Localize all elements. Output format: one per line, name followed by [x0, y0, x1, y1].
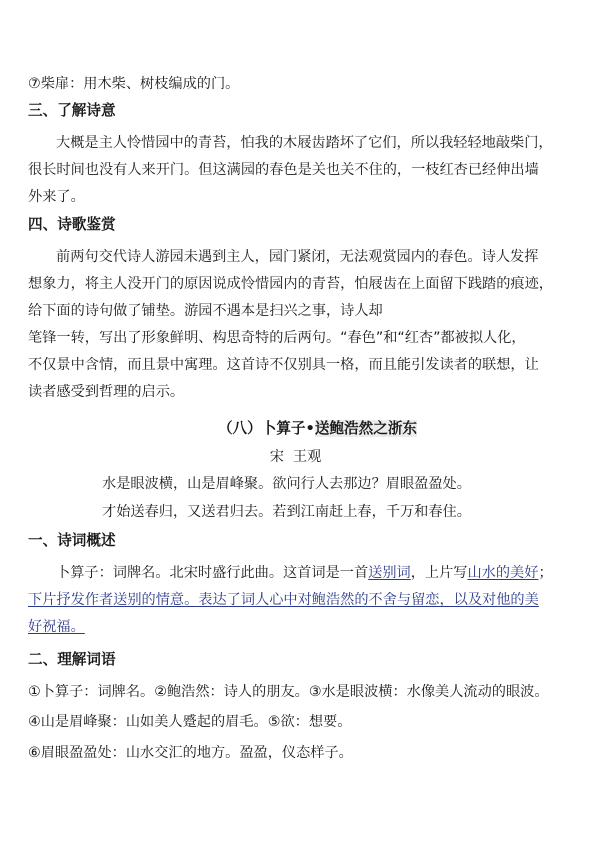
vocabulary-line-2: ④山是眉峰聚：山如美人蹙起的眉毛。⑤欲：想要。	[28, 714, 352, 730]
paragraph-appreciation-line-2: 想象力，将主人没开门的原因说成怜惜园内的青苔，怕屐齿在上面留下践踏的痕迹，	[28, 276, 553, 292]
paragraph-appreciation-line-5: 不仅景中含情，而且景中寓理。这首诗不仅别具一格，而且能引发读者的联想，让	[28, 357, 539, 373]
section-heading-vocabulary: 二、理解词语	[28, 651, 116, 668]
vocabulary-line-1: ①卜算子：词牌名。②鲍浩然：诗人的朋友。③水是眼波横：水像美人流动的眼波。	[28, 684, 549, 700]
overview-text: ，上片写	[410, 565, 468, 581]
overview-line-2	[28, 590, 539, 610]
underlined-reluctance: 心中对鲍浩然的不舍与留恋，以及对他的美	[269, 592, 539, 608]
overview-text: 卜算子：词牌名。北宋时盛行此曲。这首词是一首	[56, 565, 369, 581]
paragraph-meaning-line-2: 很长时间也没有人来开门。但这满园的春色是关也关不住的，一枝红杏已经伸出墙	[28, 162, 539, 178]
poem-line-1: 水是眼波横，山是眉峰聚。欲问行人去那边？眉眼盈盈处。	[102, 476, 471, 492]
section-heading-appreciation: 四、诗歌鉴赏	[28, 216, 116, 233]
section-heading-understand-meaning: 三、了解诗意	[28, 102, 116, 119]
paragraph-appreciation-line-1: 前两句交代诗人游园未遇到主人，园门紧闭，无法观赏园内的春色。诗人发挥	[56, 249, 539, 265]
vocabulary-line-3: ⑥眉眼盈盈处：山水交汇的地方。盈盈，仪态样子。	[28, 745, 353, 761]
paragraph-meaning-line-1: 大概是主人怜惜园中的青苔，怕我的木屐齿踏坏了它们，所以我轻轻地敲柴门，	[56, 135, 553, 151]
poem-title-prefix: （八）卜算子•	[217, 420, 315, 437]
underlined-landscape-beauty: 山水的美好	[467, 565, 539, 581]
note-7: ⑦柴扉：用木柴、树枝编成的门。	[28, 76, 240, 92]
poem-line-2: 才始送春归，又送君归去。若到江南赶上春，千万和春住。	[102, 504, 471, 520]
overview-text: 。表达了词人	[184, 592, 270, 608]
underlined-farewell-poem: 送别词	[368, 565, 411, 581]
overview-text: ；	[538, 565, 553, 581]
poem-author: 宋 王观	[269, 449, 322, 465]
underlined-blessing: 好祝福。	[28, 619, 85, 635]
section-heading-overview: 一、诗词概述	[28, 532, 116, 549]
paragraph-meaning-line-3: 外来了。	[28, 189, 85, 205]
overview-line-1	[56, 563, 553, 583]
underlined-farewell-feeling: 送别的情意	[113, 592, 185, 608]
paragraph-appreciation-line-6: 读者感受到哲理的启示。	[28, 384, 185, 400]
overview-text: 下片抒发作者	[28, 592, 114, 608]
overview-line-3	[28, 617, 85, 637]
poem-title-subtitle: 送鲍浩然之浙东	[314, 420, 418, 437]
paragraph-appreciation-line-4: 笔锋一转，写出了形象鲜明、构思奇特的后两句。“春色”和“红杏”都被拟人化，	[28, 330, 526, 346]
paragraph-appreciation-line-3: 给下面的诗句做了铺垫。游园不遇本是扫兴之事，诗人却	[28, 303, 383, 319]
poem-title	[20, 419, 595, 439]
